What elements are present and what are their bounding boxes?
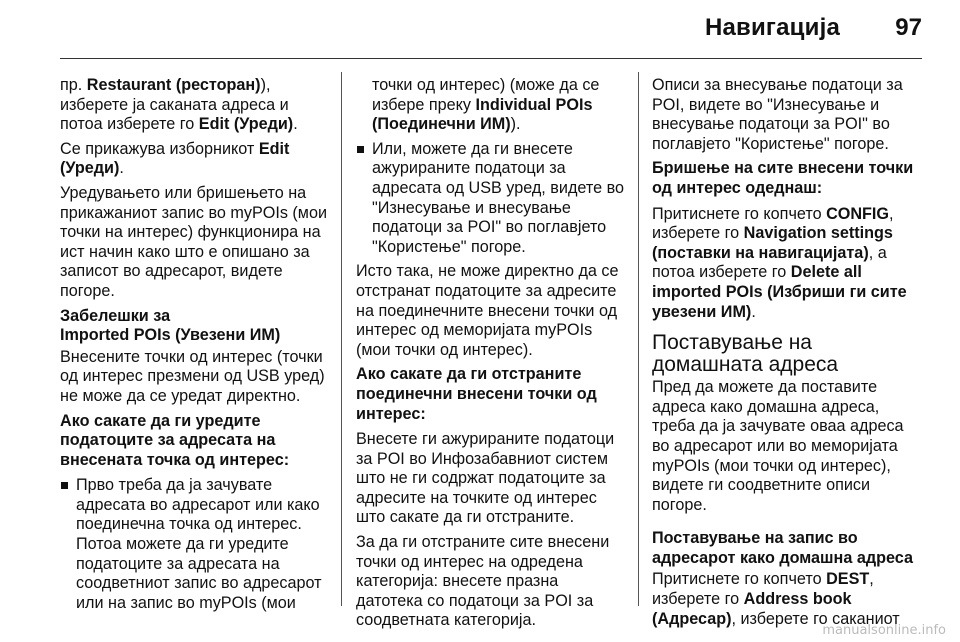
column-2 — [356, 76, 626, 636]
bullet-item: Или, можете да ги внесете ажурираните податоци за адресата од USB уред, видете во "Изнесување и внесување податоци за POI" во поглавјето "Користење" погоре. — [356, 140, 626, 258]
section-title: Поставување на домашната адреса — [652, 331, 839, 377]
column-divider — [341, 72, 342, 606]
paragraph: Притиснете го копчето CONFIG, изберете го Navigation settings (поставки на навигацијата), а потоа изберете го Delete all imported POIs (Избриши ги сите увезени ИМ). — [652, 204, 907, 321]
header-divider — [60, 58, 922, 59]
paragraph: Притиснете го копчето DEST, изберете го Address book (Адресар), изберете го саканиот — [652, 570, 900, 628]
paragraph: Исто така, не може директно да се отстранат податоците за адресите на поединечните внесени точки од интерес од меморијата myPOIs (мои точки од интерес). — [356, 262, 619, 359]
page-header — [0, 0, 960, 58]
page-number: 97 — [895, 14, 922, 41]
paragraph: Пред да можете да поставите адреса како домашна адреса, треба да ја зачувате оваа адреса во адресарот или во меморијата myPOIs (мои точки од интерес), видете ги соодветните описи погоре. — [652, 378, 904, 514]
paragraph: пр. Restaurant (ресторан)), изберете ја саканата адреса и потоа изберете го Edit (Уреди). — [60, 76, 298, 134]
paragraph: Се прикажува изборникот Edit (Уреди). — [60, 139, 290, 178]
section-heading: Бришење на сите внесени точки од интерес одеднаш: — [652, 159, 914, 197]
section-heading: Ако сакате да ги отстраните поединечни внесени точки од интерес: — [356, 365, 597, 423]
column-3 — [652, 76, 922, 634]
chapter-title: Навигација — [704, 14, 840, 41]
column-divider — [638, 72, 639, 606]
paragraph: точки од интерес) (може да се избере преку Individual POIs (Поединечни ИМ)). — [372, 76, 600, 134]
bullet-item: Прво треба да ја зачувате адресата во адресарот или како поединечна точка од интерес. Потоа можете да ги уредите податоците за адресата на соодветниот запис во адресарот или на запис во myPOIs (мои — [60, 476, 330, 613]
paragraph: Уредувањето или бришењето на прикажаниот запис во myPOIs (мои точки на интерес) функционира на ист начин како што е опишано за записот во адресарот, видете погоре. — [60, 183, 327, 300]
paragraph: За да ги отстраните сите внесени точки од интерес на одредена категорија: внесете празна датотека со податоци за POI за соодветната категорија. — [356, 533, 610, 630]
section-heading: Ако сакате да ги уредите податоците за адресата на внесената точка од интерес: — [60, 411, 290, 469]
section-heading: Поставување на запис во адресарот како домашна адреса — [652, 529, 913, 567]
paragraph: Внесете ги ажурираните податоци за POI во Инфозабавниот систем што не ги содржат податоците за адресите на точките од интерес што сакате да ги отстраните. — [356, 430, 615, 527]
paragraph: Описи за внесување податоци за POI, видете во "Изнесување и внесување податоци за POI" во поглавјето "Користење" погоре. — [652, 76, 903, 153]
watermark: manualsonline.info — [822, 623, 946, 638]
section-heading: Забелешки за Imported POIs (Увезени ИМ) — [60, 306, 281, 345]
paragraph: Внесените точки од интерес (точки од интерес презмени од USB уред) не може да се уредат директно. — [60, 347, 325, 405]
column-1 — [60, 76, 330, 618]
